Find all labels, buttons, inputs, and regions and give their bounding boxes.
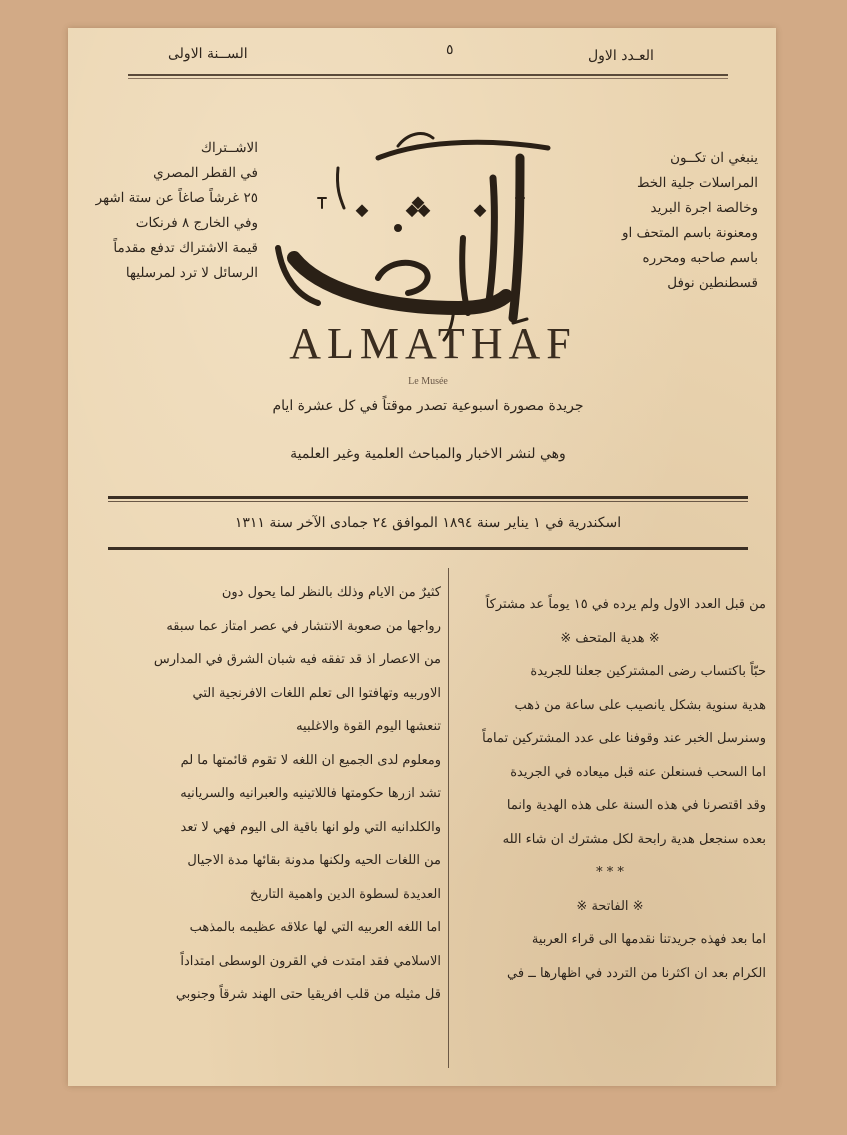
note-line: وخالصة اجرة البريد [650, 200, 758, 216]
top-rule-thin [128, 78, 728, 79]
masthead-latin-title: ALMATHAF [289, 319, 577, 368]
date-rule-top [108, 496, 748, 499]
note-line: في القطر المصري [153, 165, 258, 181]
subscription-notes [88, 136, 258, 286]
masthead-latin-subtitle: Le Musée [408, 376, 448, 387]
masthead-calligraphy-logo [258, 118, 598, 348]
column-line: الكرام بعد ان اكثرنا من التردد في اظهارها ــ في [507, 965, 766, 981]
column-line: من الاعصار اذ قد تفقه فيه شبان الشرق في المدارس [153, 652, 441, 667]
date-rule-top-thin [108, 501, 748, 502]
column-line: اما السحب فسنعلن عنه قبل ميعاده في الجريدة [510, 764, 766, 780]
section-heading-gift: ※ هدية المتحف ※ [560, 630, 660, 646]
column-line: تشد ازرها حكومتها فاللاتينيه والعبرانيه والسريانيه [180, 786, 441, 801]
note-line: ٢٥ غرشاً صاغاً عن ستة اشهر [95, 190, 258, 206]
section-heading-opening: ※ الفاتحة ※ [576, 898, 644, 914]
dateline: اسكندرية في ١ يناير سنة ١٨٩٤ الموافق ٢٤ جمادى الآخر سنة ١٣١١ [234, 515, 622, 531]
column-line: رواجها من صعوبة الانتشار في عصر امتاز عما سبقه [166, 618, 441, 634]
section-separator: * * * [596, 865, 624, 880]
issue-number: العـدد الاول [588, 48, 654, 64]
masthead-tagline: جريدة مصورة اسبوعية تصدر موقتاً في كل عشرة ايام [272, 398, 584, 414]
column-line: ومعلوم لدى الجميع ان اللغه لا تقوم قائمتها ما لم [180, 752, 441, 768]
column-line: من قبل العدد الاول ولم يرده في ١٥ يوماً عد مشتركاً [485, 597, 766, 612]
note-line: ومعنونة باسم المتحف او [621, 225, 758, 241]
column-line: من اللغات الحيه ولكنها مدونة بقائها مدة الاجيال [187, 853, 441, 868]
column-line: حبّاً باكتساب رضى المشتركين جعلنا للجريدة [530, 664, 766, 679]
note-line: الرسائل لا ترد لمرسليها [125, 265, 258, 281]
note-line: باسم صاحبه ومحرره [642, 250, 758, 266]
column-line: اما بعد فهذه جريدتنا نقدمها الى قراء العربية [531, 932, 766, 947]
year-label: الســنة الاولى [168, 46, 248, 62]
column-line: قل مثيله من قلب افريقيا حتى الهند شرقاً وجنوبي [175, 987, 441, 1002]
note-line: وفي الخارج ٨ فرنكات [135, 215, 258, 231]
note-line: المراسلات جلية الخط [636, 175, 758, 191]
column-line: اما اللغه العربيه التي لها علاقه عظيمه بالمذهب [189, 920, 441, 935]
date-rule-bottom [108, 547, 748, 550]
column-line: العديدة لسطوة الدين واهمية التاريخ [249, 886, 441, 902]
column-line: بعده سنجعل هدية رابحة لكل مشترك ان شاء الله [502, 831, 766, 847]
note-line: قيمة الاشتراك تدفع مقدماً [113, 240, 258, 256]
column-line: وقد اقتصرنا في هذه السنة على هذه الهدية وانما [506, 798, 766, 813]
column-line: الاوربيه وتهافتوا الى تعلم اللغات الافرنجية التي [192, 685, 441, 701]
page-mark: ٥ [446, 42, 454, 58]
correspondence-notes [608, 146, 758, 296]
note-line: الاشــتراك [200, 140, 258, 156]
column-line: هدية سنوية بشكل يانصيب على ساعة من ذهب [514, 697, 766, 713]
note-line: ينبغي ان تكــون [670, 150, 758, 166]
column-line: الاسلامي فقد امتدت في القرون الوسطى امتداداً [180, 953, 441, 969]
top-rule [128, 74, 728, 76]
note-line: قسطنطين نوفل [667, 275, 758, 291]
column-line: وسنرسل الخبر عند وقوفنا على عدد المشتركين تماماً [482, 731, 766, 746]
newspaper-page [68, 28, 776, 1086]
column-line: تنعشها اليوم القوة والاغلبيه [296, 719, 441, 734]
left-column [93, 576, 441, 1012]
column-line: كثيرٌ من الايام وذلك بالنظر لما يحول دون [221, 585, 441, 600]
column-line: والكلدانيه التي ولو انها باقية الى اليوم فهي لا تعد [180, 819, 441, 835]
column-divider [448, 568, 449, 1068]
masthead-tagline-secondary: وهي لنشر الاخبار والمباحث العلمية وغير العلمية [290, 446, 566, 462]
right-column [454, 588, 766, 990]
